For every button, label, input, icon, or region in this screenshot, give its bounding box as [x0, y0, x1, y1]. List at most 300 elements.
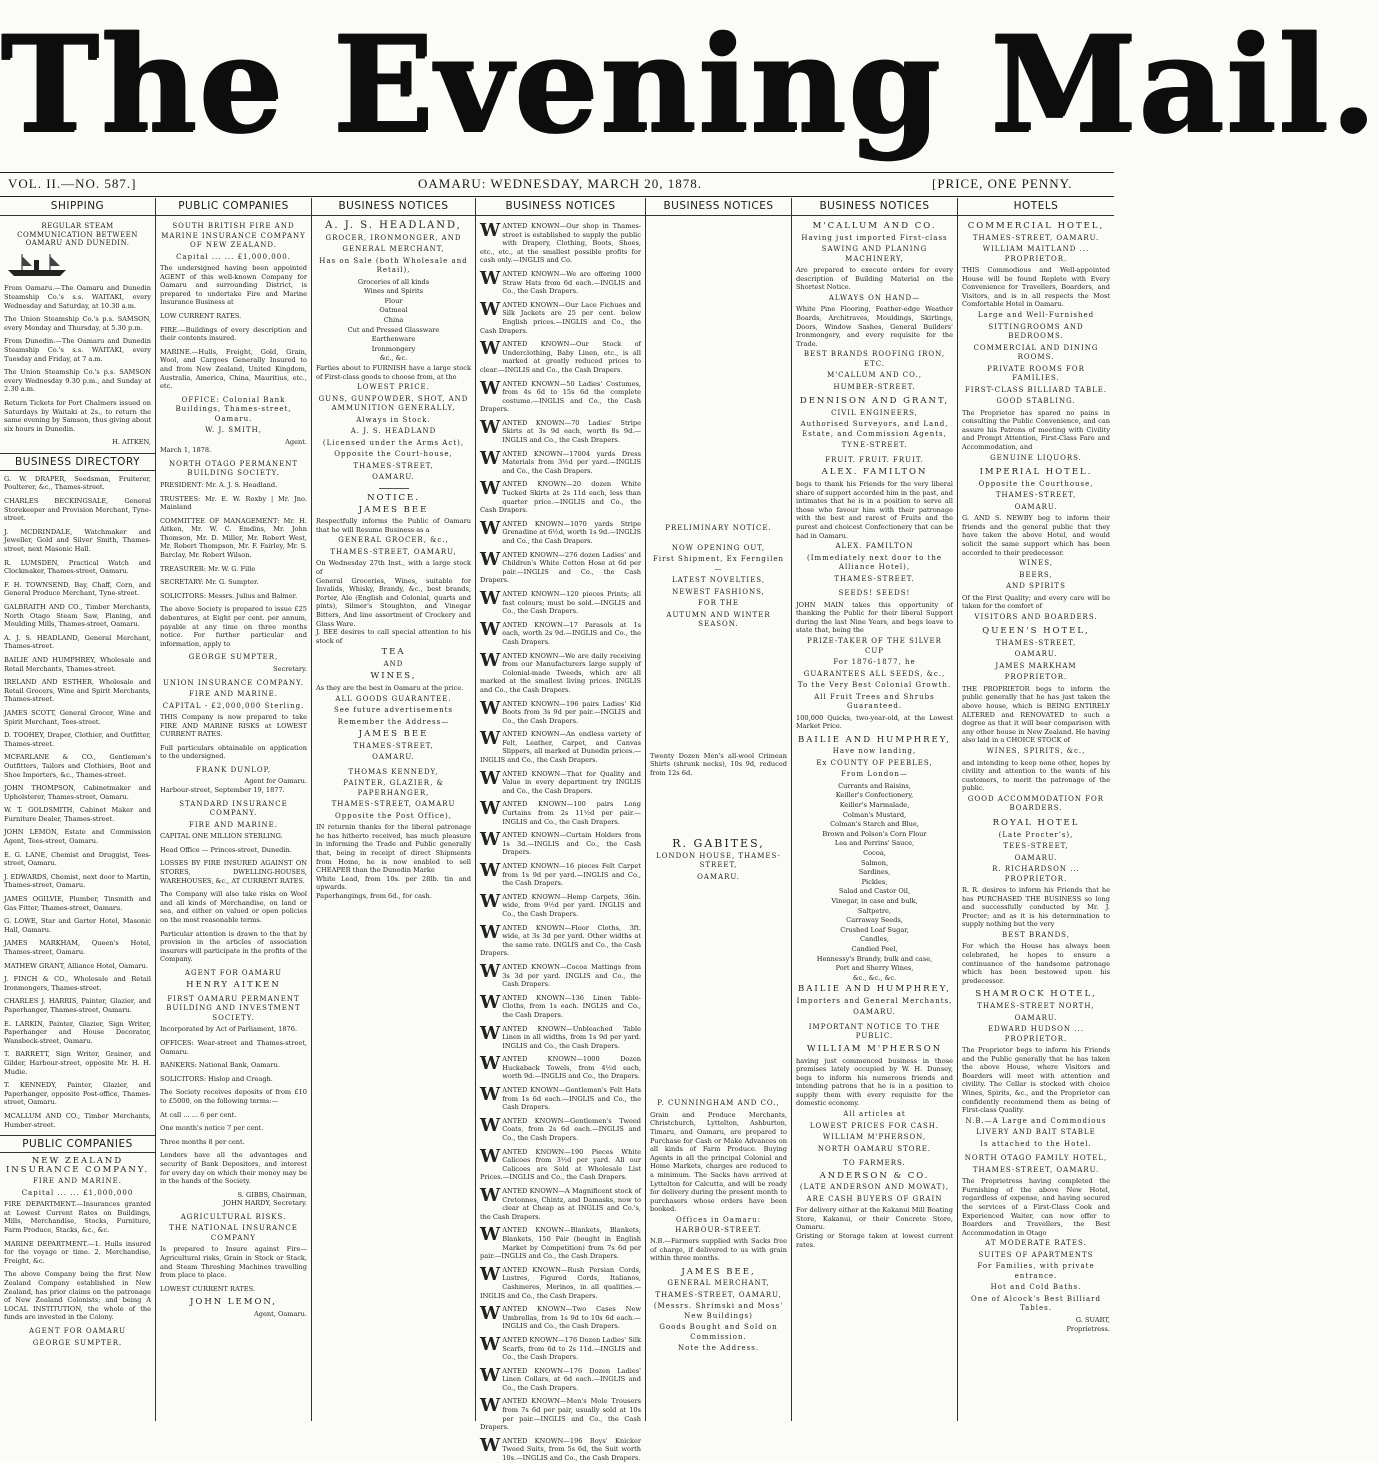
entry-text: ANTED KNOWN—Men's Mole Trousers from 7s 6d per pair, usually sold at 10s per pair.—INGLIS and Co., the Cash Drapers. [480, 1397, 641, 1432]
list-entry: TRUSTEES: Mr. E. W. Roxby | Mr. Jno. Mainland [160, 494, 307, 512]
standard-insurance-ad [160, 800, 307, 990]
ad-body: Having just imported First-class [801, 233, 948, 242]
agent-name: HENRY AITKEN [186, 980, 281, 991]
ad-body: N.B.—Farmers supplied with Sacks free of charge, if delivered to us with grain within three months. [650, 1237, 787, 1263]
mpherson-ad [796, 1023, 953, 1154]
column-shipping [0, 198, 156, 1421]
ad-emphasis: WINES, [1019, 559, 1053, 568]
ad-emphasis: TEA [381, 647, 406, 658]
list-entry [480, 767, 641, 796]
list-entry: OFFICES: Wear-street and Thames-street, Oamaru. [160, 1039, 307, 1056]
royal-hotel-ad [962, 819, 1110, 986]
ad-body: Has on Sale (both Wholesale and Retail), [319, 256, 468, 275]
ad-emphasis: WINES, SPIRITS, &c., [986, 747, 1086, 756]
drop-cap: W [480, 890, 501, 912]
ad-body: For 1876-1877, he [833, 658, 916, 667]
anderson-ad [796, 1159, 953, 1249]
ad-subtitle: GENERAL MERCHANT, [667, 1279, 770, 1288]
list-entry: Candles, [860, 935, 889, 944]
entry-text: ANTED KNOWN—1070 yards Stripe Grenadine at 6½d, worth 1s 9d.—INGLIS and Co., the Cash Drapers. [502, 519, 641, 545]
ad-subtitle: GENERAL MERCHANT, [342, 245, 445, 254]
address: OAMARU. [853, 1008, 896, 1017]
dateline [0, 176, 1114, 194]
ad-body: Goods Bought and Sold on Commission. [659, 1323, 778, 1341]
south-british-ad [160, 222, 307, 455]
ad-emphasis: LIVERY AND BAIT STABLE [976, 1128, 1096, 1137]
wanted-known-ads [480, 222, 641, 1463]
ad-capital: CAPITAL - £2,000,000 Sterling. [162, 701, 305, 710]
list-entry: CHARLES BECKINGSALE, General Storekeeper and Provision Merchant, Tyne-street. [4, 497, 151, 523]
list-entry: J. MCDRINDALE, Watchmaker and Jeweller, Gold and Silver Smith, Thames-street, next Masonic Hall. [4, 527, 151, 554]
list-entry: CHARLES J. HARRIS, Painter, Glazier, and Paperhanger, Thames-street, Oamaru. [4, 997, 151, 1014]
drop-cap: W [480, 1434, 501, 1456]
agent-name: GEORGE SUMPTER. [32, 1338, 123, 1347]
ad-body: All articles at [843, 1110, 906, 1119]
list-entry [480, 991, 641, 1020]
ad-body: THIS Commodious and Well-appointed House will be found Replete with Every Convenience for Travellers, Boarders, and Visitors, and is in all respects the Most Comfortable Hotel in Oamaru. [962, 266, 1110, 309]
list-entry: THIS Company is now prepared to take FIRE AND MARINE RISKS at LOWEST CURRENT RATES. [160, 713, 307, 739]
list-entry: Sardines, [858, 868, 891, 877]
list-entry: Candied Peel, [851, 944, 898, 953]
list-entry [480, 587, 641, 616]
list-entry: A. J. S. HEADLAND, General Merchant, Thames-street. [4, 633, 151, 651]
list-entry [480, 1022, 641, 1051]
list-entry [480, 1226, 641, 1260]
ad-body: One of Alcock's Best Billiard Tables. [971, 1294, 1101, 1313]
masthead [0, 0, 1378, 170]
list-entry [480, 447, 641, 476]
ad-body: (Late Procter's), [998, 830, 1074, 839]
list-entry: &c., &c. [379, 354, 408, 363]
list-entry: The Union Steamship Co.'s p.s. SAMSON, every Monday and Thursday, at 5.30 p.m. [4, 315, 151, 332]
list-entry [480, 1364, 641, 1393]
ad-body: For delivery either at the Kakanui Mill Boating Store, Kakanui, or their Concrete Store, Oamaru. [796, 1206, 953, 1232]
list-entry: Keiller's Marmalade, [839, 801, 910, 810]
ad-title: QUEEN'S HOTEL, [982, 626, 1090, 637]
entry-text: ANTED KNOWN—17 Parasols at 1s each, worth 2s 9d.—INGLIS and Co., the Cash Drapers. [502, 620, 641, 646]
ad-body: IN returnin thanks for the liberal patronage he has hitherto received, has much pleasure in informing the Trade and Public generally that, being in receipt of direct Shipments from Home, he is now enabled to sell CHEAPER than the Dunedin Marke [316, 823, 471, 875]
ad-body: For Families, with private entrance. [977, 1262, 1095, 1280]
ad-body: Have now landing, [832, 747, 917, 756]
entry-text: ANTED KNOWN—Unbleached Table Linen in all widths, from 1s 9d per yard. INGLIS and Co., the Cash Drapers. [502, 1024, 641, 1050]
list-entry: Full particulars obtainable on application to the undersigned. [160, 743, 307, 761]
drop-cap: W [480, 338, 501, 360]
entry-text: ANTED KNOWN—Gentlemen's Felt Hats from 1s 6d each.—INGLIS and Co., the Cash Drapers. [502, 1086, 641, 1112]
list-entry: JAMES SCOTT, General Grocer, Wine and Spirit Merchant, Tees-street. [4, 708, 151, 726]
drop-cap: W [480, 1185, 501, 1206]
proprietor: EDWARD HUDSON ... PROPRIETOR. [988, 1025, 1084, 1043]
blank-space [650, 887, 787, 1097]
ad-body: having just commenced business in those premises lately occupied by W. H. Dunsey, begs to inform his numerous friends and intending patrons that he is in a position to supply them with every requisite for the domestic economy. [796, 1056, 953, 1108]
list-entry: Particular attention is drawn to the that by provision in the articles of association insurers will participate in the profits of the Company. [160, 929, 307, 964]
address: (Messrs. Shrimski and Moss' New Buildings) [653, 1302, 784, 1320]
list-entry: The above Company being the first New Zealand Company established in New Zealand, has prior claims on the patronage of New Zealand Colonists; and being A LOCAL INSTITUTION, the whole of the funds are invested in the Colony. [4, 1270, 151, 1322]
list-entry: JAMES MARKHAM, Queen's Hotel, Thames-street, Oamaru. [4, 939, 151, 956]
drop-cap: W [480, 447, 501, 469]
ad-emphasis: GENUINE LIQUORS. [990, 453, 1082, 462]
address: OAMARU. [697, 872, 740, 881]
list-entry: Salad and Castor Oil, [838, 887, 911, 896]
ad-body: Grain and Produce Merchants, Christchurch, Lyttelton, Ashburton, Timaru, and Oamaru, are prepared to Purchase for Cash or Make Advances on all kinds of Farm Produce. Buying Agents in all the principal Colonial and Home Markets, charges are reduced to a minimum. The Sacks have arrived at Lyttelton for Calcutta, and will be ready for delivery during the present month to purchasers whose orders have been booked. [650, 1110, 787, 1214]
list-entry: J. FINCH & CO., Wholesale and Retail Ironmongers, Thames-street. [4, 975, 151, 992]
entry-text: ANTED KNOWN—Our shop in Thames-street is established to supply the public with Drapery, Clothing, Boots, Shoes, etc., etc., at the smallest possible profits for cash only.—INGLIS and Co. [480, 222, 641, 265]
entry-text: ANTED KNOWN—20 dozen White Tucked Skirts at 2s 11d each, less than quarter price.—INGLIS and Co., the Cash Drapers. [480, 480, 641, 515]
business-directory-heading: BUSINESS DIRECTORY [0, 453, 155, 471]
list-entry: Return Tickets for Port Chalmers issued on Saturdays by Waitaki at 2s., to return the same evening by Samson, thus giving about six hours in Dunedin. [4, 398, 151, 433]
list-entry [480, 618, 641, 647]
ad-title: ROYAL HOTEL [992, 817, 1080, 828]
ad-title: THE NATIONAL INSURANCE COMPANY [169, 1224, 298, 1242]
column-heading: SHIPPING [0, 198, 155, 216]
bailie-humphrey-ad [796, 736, 953, 1018]
entry-text: ANTED KNOWN—16 pieces Felt Carpet from 1s 9d per yard.—INGLIS and Co., the Cash Drapers. [502, 862, 641, 888]
ad-body: Twenty Dozen Men's all-wool Crimean Shirts (shrunk necks), 10s 9d, reduced from 12s 6d. [650, 751, 787, 777]
list-entry [480, 1145, 641, 1182]
list-entry: JAMES OGILVIE, Plumber, Tinsmith and Gas Fitter, Thames-street, Oamaru. [4, 895, 151, 912]
ad-body [160, 1245, 307, 1293]
list-entry: Brown and Polson's Corn Flour [822, 829, 927, 838]
drop-cap: W [480, 960, 501, 982]
list-entry [480, 298, 641, 335]
ad-date: Harbour-street, September 19, 1877. [160, 786, 285, 795]
list-entry [480, 1305, 641, 1331]
list-entry [480, 831, 641, 857]
headland-ad [316, 222, 471, 483]
ad-subtitle: PAINTER, GLAZIER, & PAPERHANGER, [343, 779, 444, 797]
drop-cap: W [480, 1224, 501, 1246]
ad-subtitle: FIRE AND MARINE. [33, 1177, 122, 1186]
entry-text: ANTED KNOWN—276 dozen Ladies' and Children's White Cotton Hose at 6d per pair.—INGLIS and Co., the Cash Drapers. [480, 550, 641, 585]
address: NORTH OAMARU STORE. [817, 1144, 932, 1153]
list-entry [480, 416, 641, 445]
entry-text: ANTED KNOWN—Curtain Holders from 1s 3d.—INGLIS and Co., the Cash Drapers. [502, 831, 641, 857]
ad-emphasis: LOWEST PRICES FOR CASH. [809, 1121, 940, 1130]
signature: ALEX. FAMILTON [835, 542, 914, 551]
ad-emphasis: PRIVATE ROOMS FOR FAMILIES. [987, 364, 1085, 383]
address: OAMARU. [1014, 1013, 1058, 1022]
signature: JOHN HARDY, Secretary. [223, 1199, 307, 1208]
entry-text: ANTED KNOWN—A Magnificent stock of Cretonnes, Chintz, and Damasks, now to clear at Cheap as at INGLIS and Co.'s, the Cash Drapers. [480, 1187, 641, 1221]
list-entry: China [383, 315, 404, 324]
list-entry: CAPITAL ONE MILLION STERLING. [160, 832, 283, 841]
ad-body: On Wednesday 27th Inst., with a large stock of [316, 559, 471, 576]
column-heading: BUSINESS NOTICES [312, 198, 475, 216]
business-directory-list [4, 475, 151, 1129]
ad-body: THE PROPRIETOR begs to inform the public generally that he has just taken the above house, which is BEING ENTIRELY ALTERED and RENOVATED to such a degree as that it will bear comparison with any other house in New Zealand. He having also laid in a CHOICE STOCK of [962, 684, 1110, 745]
list-entry: Cut and Pressed Glassware [347, 325, 440, 334]
entry-text: ANTED KNOWN—Cocoa Mattings from 3s 3d per yard. INGLIS and Co., the Cash Drapers. [502, 962, 641, 989]
ad-body: N.B.—A Large and Commodious [965, 1116, 1107, 1125]
drop-cap: W [480, 767, 501, 789]
list-entry: Colman's Mustard, [842, 810, 907, 819]
list-entry: Lea and Perrins' Sauce, [834, 839, 915, 848]
drop-cap: W [480, 220, 501, 241]
address: (Immediately next door to the Alliance Hotel), [806, 553, 942, 572]
ad-subtitle: GENERAL GROCER, &c., [338, 536, 449, 545]
list-entry [480, 517, 641, 546]
address: THAMES-STREET, OAMARU [331, 800, 456, 809]
entry-text: ANTED KNOWN—Blankets, Blankets, Blankets, 150 Pair (bought in English Market by Competition) from 7s 6d per pair.—INGLIS and Co., the Cash Drapers. [480, 1226, 641, 1261]
ad-body: Is attached to the Hotel. [980, 1139, 1092, 1148]
shipping-schedule [4, 284, 151, 433]
list-entry: Wines and Spirits [363, 287, 424, 296]
ad-body: The Proprietor begs to inform his Friends and the Public generally that he has taken the above House, where Visitors and Boarders will meet with attention and civility. The Cellar is stocked with choice Wines, Spirits, &c., and the Proprietor can confidently recommend them as being of First-class Quality. [962, 1046, 1110, 1115]
address: THAMES-STREET, [995, 491, 1077, 500]
list-entry [480, 377, 641, 414]
list-entry: BAILIE AND HUMPHREY, Wholesale and Retail Merchants, Thames-street. [4, 655, 151, 673]
list-entry: Carraway Seeds, [846, 916, 903, 925]
entry-text: ANTED KNOWN—136 Linen Table-Cloths, from 1s each. INGLIS and Co., the Cash Drapers. [502, 993, 641, 1019]
list-entry: R. LUMSDEN, Practical Watch and Clockmaker, Thames-street, Oamaru. [4, 558, 151, 576]
agent-label: AGENT FOR OAMARU [184, 968, 283, 977]
ad-emphasis: AND SPIRITS [1006, 582, 1066, 591]
column-business-notices-2 [476, 198, 646, 1463]
ad-emphasis: NEWEST FASHIONS, [672, 587, 765, 596]
list-entry: Three months 8 per cent. [160, 1137, 245, 1146]
list-entry: E. G. LANE, Chemist and Druggist, Tees-street, Oamaru. [4, 850, 151, 868]
address: OAMARU. [372, 753, 415, 762]
drop-cap: W [480, 1303, 501, 1325]
entry-text: ANTED KNOWN—1000 Dozen Huckaback Towels, from 4½d each, worth 9d.—INGLIS and Co., the Drapers. [502, 1055, 641, 1081]
ad-body: As they are the best in Oamaru at the price. [316, 684, 464, 693]
signature: A. J. S. HEADLAND [350, 427, 437, 436]
list-entry [480, 862, 641, 888]
ad-body: Gristing or Storage taken at lowest current rates. [796, 1231, 953, 1249]
entry-text: ANTED KNOWN—We are daily receiving from our Manufacturers large supply of Colonial-made Tweeds, which are all marked at the smallest living prices. INGLIS and Co., the Cash Drapers. [480, 651, 641, 694]
entry-text: ANTED KNOWN—100 pairs Long Curtains from 2s 11½d per pair.—INGLIS and Co., the Cash Drapers. [502, 800, 641, 826]
signature: JOHN LEMON, [189, 1297, 278, 1308]
ad-emphasis: PRIZE-TAKER OF THE SILVER CUP [807, 637, 942, 655]
ad-emphasis: SITTINGROOMS AND BEDROOMS. [988, 322, 1084, 341]
list-entry: Vinegar, in case and bulk, [831, 896, 918, 905]
ad-title: IMPERIAL HOTEL. [979, 467, 1093, 478]
address: THAMES-STREET, OAMARU, [655, 1290, 782, 1299]
ad-title: P. CUNNINGHAM AND CO., [657, 1099, 780, 1108]
list-entry: JOHN THOMPSON, Cabinetmaker and Upholsterer, Thames-street, Oamaru. [4, 784, 151, 801]
ad-title: BAILIE AND HUMPHREY, [798, 734, 951, 745]
queens-hotel-ad [962, 627, 1110, 814]
proprietor: R. RICHARDSON ... PROPRIETOR. [992, 865, 1080, 883]
agent-role: Agent. [285, 437, 307, 446]
list-entry: Groceries of all kinds [357, 277, 430, 286]
ad-date: March 1, 1878. [160, 446, 212, 455]
ad-capital: Capital ... ... £1,000,000. [176, 252, 291, 261]
ad-emphasis: ARE CASH BUYERS OF GRAIN [806, 1194, 943, 1203]
drop-cap: W [480, 517, 501, 539]
column-public-companies [156, 198, 312, 1421]
ad-body: All Fruit Trees and Shrubs Guaranteed. [814, 692, 935, 711]
list-entry: Earthenware [371, 335, 416, 344]
drop-cap: W [480, 298, 501, 320]
commercial-hotel-ad [962, 222, 1110, 463]
ad-body: Note the Address. [677, 1344, 760, 1353]
list-entry: MCALLUM AND CO., Timber Merchants, Humber-street. [4, 1111, 151, 1129]
address: TEES-STREET, [1003, 842, 1069, 850]
list-entry: The Company will also take risks on Wool and all kinds of Merchandise, on land or sea, and either on valued or open policies on the most reasonable terms. [160, 890, 307, 924]
dateline-rule [0, 196, 1114, 197]
list-entry: The above Society is prepared to issue £25 debentures, at Eight per cent. per annum, payable at any time on three months notice. For further particular and information, apply to [160, 605, 307, 648]
drop-cap: W [480, 1114, 501, 1136]
address: OAMARU. [372, 473, 415, 482]
list-entry: Ironmongery [371, 344, 416, 353]
blank-space [650, 777, 787, 837]
drop-cap: W [480, 829, 501, 851]
ad-emphasis: GUARANTEES ALL SEEDS, &c., [803, 669, 946, 678]
ad-body: Always in Stock. [356, 415, 431, 424]
address: THAMES-STREET, [995, 638, 1077, 647]
drop-cap: W [480, 1333, 501, 1355]
list-entry [480, 548, 641, 585]
drop-cap: W [480, 1053, 501, 1075]
ad-emphasis: BEST BRANDS, [1002, 930, 1070, 939]
drop-cap: W [480, 587, 501, 609]
address: LONDON HOUSE, THAMES-STREET, [656, 851, 781, 870]
ad-subtitle: FIRE AND MARINE. [189, 820, 278, 829]
signature: G. SUART, [1075, 1315, 1110, 1324]
list-entry: The Union Steamship Co.'s p.s. SAMSON every Wednesday 9.30 p.m., and Sunday at 2.30 a.m. [4, 368, 151, 394]
list-entry: F. H. TOWNSEND, Bay, Chaff, Corn, and General Produce Merchant, Tyne-street. [4, 580, 151, 598]
ad-body: From London— [841, 770, 908, 779]
ad-body: To the Very Best Colonial Growth. [797, 681, 952, 690]
list-entry: &c., &c., &c. [852, 973, 897, 982]
list-entry: LOWEST CURRENT RATES. [160, 1284, 255, 1293]
issue-date: OAMARU: WEDNESDAY, MARCH 20, 1878. [418, 176, 703, 191]
blank-space [650, 222, 787, 522]
ad-body: JOHN MAIN takes this opportunity of thanking the Public for their liberal Support during the last Nine Years, and begs leave to state that, being the [796, 600, 953, 635]
gabites-ad [650, 524, 787, 882]
list-entry: BANKERS: National Bank, Oamaru. [160, 1061, 280, 1070]
address: OAMARU. [1014, 502, 1058, 511]
first-oamaru-society-ad [160, 995, 307, 1208]
list-entry: Incorporated by Act of Parliament, 1876. [160, 1025, 298, 1034]
list-entry [480, 697, 641, 726]
entry-text: ANTED KNOWN—That for Quality and Value in every department try INGLIS and Co., the Cash Drapers. [502, 769, 641, 795]
ad-emphasis: LATEST NOVELTIES, [671, 576, 766, 584]
proprietor: JAMES MARKHAM [995, 661, 1077, 670]
ad-title: IMPORTANT NOTICE TO THE PUBLIC. [808, 1022, 941, 1041]
ad-body [4, 1200, 151, 1322]
ad-title: FRUIT. FRUIT. FRUIT. [825, 455, 924, 464]
signature-role: Proprietress. [1066, 1324, 1110, 1333]
list-entry: SOLICITORS: Messrs. Julius and Balmer. [160, 591, 298, 600]
ad-title: TO FARMERS. [843, 1159, 906, 1168]
entry-text: ANTED KNOWN—70 Ladies' Stripe Skirts at 3s 9d each, worth 8s 9d.—INGLIS and Co., the Cash Drapers. [502, 418, 641, 445]
agent-signature: H. AITKEN, [112, 438, 151, 447]
list-entry: E. LARKIN, Painter, Glazier, Sign Writer, Paperhanger and House Decorator, Wansbeck-street, Oamaru. [4, 1019, 151, 1045]
list-entry: Saltpetre, [857, 906, 892, 915]
list-entry: FIRE DEPARTMENT.—Insurances granted at Lowest Current Rates on Buildings, Mills, Merchandise, Stocks, Furniture, Farm Produce, Stacks, &c., &c. [4, 1200, 151, 1235]
list-entry: SECRETARY: Mr. G. Sumpter. [160, 578, 259, 587]
address: THAMES-STREET, OAMARU, [330, 547, 457, 556]
drop-cap: W [480, 618, 501, 640]
ad-title: NEW ZEALAND INSURANCE COMPANY. [5, 1156, 150, 1175]
list-entry: MARINE.—Hulls, Freight, Gold, Grain, Wool, and Cargoes Generally Insured to and from New Zealand, United Kingdom, Australia, America, China, Mauritius, etc., etc. [160, 347, 307, 391]
entry-text: ANTED KNOWN—120 pieces Prints; all fast colours; must be sold.—INGLIS and Co., the Cash Drapers. [502, 589, 641, 616]
entry-text: ANTED KNOWN—An endless variety of Felt, Leather, Carpet, and Canvas Slippers, all marked at Dunedin prices.—INGLIS and Co., the Cash Drapers. [480, 730, 641, 765]
entry-text: ANTED KNOWN—196 pairs Ladies' Kid Boots from 3s 9d per pair.—INGLIS and Co., the Cash Drapers. [502, 699, 641, 725]
ad-body: (Licensed under the Arms Act), [322, 438, 465, 447]
signature-role: Secretary. [273, 664, 307, 673]
ad-body: Farties about to FURNISH have a large stock of First-class goods to choose from, at the [316, 363, 471, 381]
address: THAMES-STREET, OAMARU. [972, 1165, 1100, 1174]
list-entry: Crushed Loaf Sugar, [840, 925, 909, 934]
list-entry [480, 267, 641, 296]
ad-body: begs to thank his Friends for the very liberal share of support accorded him in the past, and intimates that he is in a position to serve all those who favour him with their patronage with the best and rarest of Fruits and the purest and choicest Confectionery that can be had in Oamaru. [796, 480, 953, 540]
ad-title: NORTH OTAGO FAMILY HOTEL, [964, 1154, 1108, 1163]
ad-body: Remember the Address— [337, 717, 450, 726]
signature-role: Agent, Oamaru. [254, 1310, 307, 1319]
list-entry: Is prepared to Insure against Fire— Agricultural risks, Grain in Stock or Stack, and Steam Threshing Machines travelling from place to place. [160, 1245, 307, 1280]
ad-title: M'CALLUM AND CO. [812, 221, 937, 231]
ad-emphasis: GOOD ACCOMMODATION FOR BOARDERS. [967, 794, 1105, 813]
ad-title: STANDARD INSURANCE COMPANY. [179, 799, 288, 818]
list-entry: MCFARLANE & CO., Gentlemen's Outfitters, Tailors and Clothiers, Boot and Shoe Importers, &c., Thames-street. [4, 753, 151, 779]
column-business-notices-4 [792, 198, 958, 1421]
price: [PRICE, ONE PENNY. [932, 176, 1073, 191]
list-entry: Currants and Raisins, [838, 781, 911, 790]
drop-cap: W [480, 1395, 501, 1417]
list-entry: Port and Sherry Wines, [835, 964, 914, 973]
divider [379, 488, 409, 489]
drop-cap: W [480, 1364, 501, 1386]
signature-role: Importers and General Merchants, [796, 996, 953, 1005]
address: Opposite the Post Office), [334, 811, 453, 820]
column-business-notices-1 [312, 198, 476, 1421]
ad-title: REGULAR STEAM COMMUNICATION BETWEEN OAMARU AND DUNEDIN. [17, 222, 138, 248]
ad-body: R. R. desires to inform his Friends that he has PURCHASED THE BUSINESS so long and successfully conducted by Mr. J. Procter; and as it is his determination to supply nothing but the very [962, 886, 1110, 929]
imperial-hotel-ad [962, 468, 1110, 622]
ad-title: JAMES BEE [358, 504, 429, 515]
list-entry: J. EDWARDS, Chemist, next door to Martin, Thames-street, Oamaru. [4, 872, 151, 890]
ad-title: SEEDS! SEEDS! [838, 589, 911, 598]
ad-subtitle: WILLIAM M'PHERSON [806, 1043, 943, 1054]
product-list [316, 278, 471, 363]
mccallum-ad [796, 222, 953, 392]
entry-text: ANTED KNOWN—Our Lace Fichues and Silk Jackets are 25 per cent. below English prices.—INGLIS and Co., the Cash Drapers. [480, 300, 641, 335]
list-entry [480, 1187, 641, 1221]
ad-body: General Groceries, Wines, suitable for Invalids, Whisky, Brandy, &c., best brands, Porter, Ale (English and Colonial, quarts and pints), Silmer's Stoughton, and Vinegar Bitters, And line assortment of Crockery and Glass Ware. [316, 576, 471, 628]
list-entry [480, 1114, 641, 1143]
agent-name: W. J. SMITH, [205, 426, 262, 435]
drop-cap: W [480, 798, 501, 820]
entry-text: ANTED KNOWN—196 Boys' Knicker Tweed Suits, from 5s 6d, the Suit worth 10s.—INGLIS and Co., the Cash Drapers. [502, 1436, 641, 1463]
john-main-seeds-ad [796, 589, 953, 731]
nz-insurance-ad [4, 1157, 151, 1348]
list-entry: W. T. GOLDSMITH, Cabinet Maker and Furniture Dealer, Thames-street. [4, 806, 151, 823]
list-entry [480, 1434, 641, 1463]
list-entry [480, 1263, 641, 1300]
entry-text: ANTED KNOWN—176 Dozen Ladies' Linen Collars, at 6d each.—INGLIS and Co., the Cash Drapers. [502, 1366, 641, 1392]
drop-cap: W [480, 1145, 501, 1167]
ad-emphasis: FIRST-CLASS BILLIARD TABLE. [964, 385, 1108, 394]
ad-emphasis: GUNS, GUNPOWDER, SHOT, AND AMMUNITION GENERALLY, [318, 394, 469, 413]
address: TYNE-STREET. [841, 441, 908, 450]
address: OAMARU. [1014, 650, 1058, 659]
drop-cap: W [480, 991, 501, 1013]
entry-text: ANTED KNOWN—Our Stock of Underclothing, Baby Linen, etc., is all marked at greatly reduced prices to clear.—INGLIS and Co., the Cash Drapers. [480, 340, 641, 374]
ad-body: G. AND S. NEWBY beg to inform their friends and the general public that they have taken the above Hotel, and would solicit the same support which has been accorded to their predecessor. [962, 514, 1110, 557]
bee-merchant-ad [650, 1268, 787, 1354]
list-entry: Oatmeal [379, 306, 408, 315]
north-otago-building-society-ad [160, 460, 307, 674]
ad-body [160, 713, 307, 761]
list-entry: PRESIDENT: Mr. A. J. S. Headland. [160, 480, 278, 489]
notice-heading: NOTICE. [367, 492, 420, 503]
ad-title: A. J. S. HEADLAND, [325, 220, 462, 231]
ad-title: NORTH OTAGO PERMANENT BUILDING SOCIETY. [169, 459, 298, 478]
ad-subtitle: ALEX. FAMILTON [821, 467, 928, 478]
ad-subtitle: FIRE AND MARINE. [189, 690, 278, 698]
